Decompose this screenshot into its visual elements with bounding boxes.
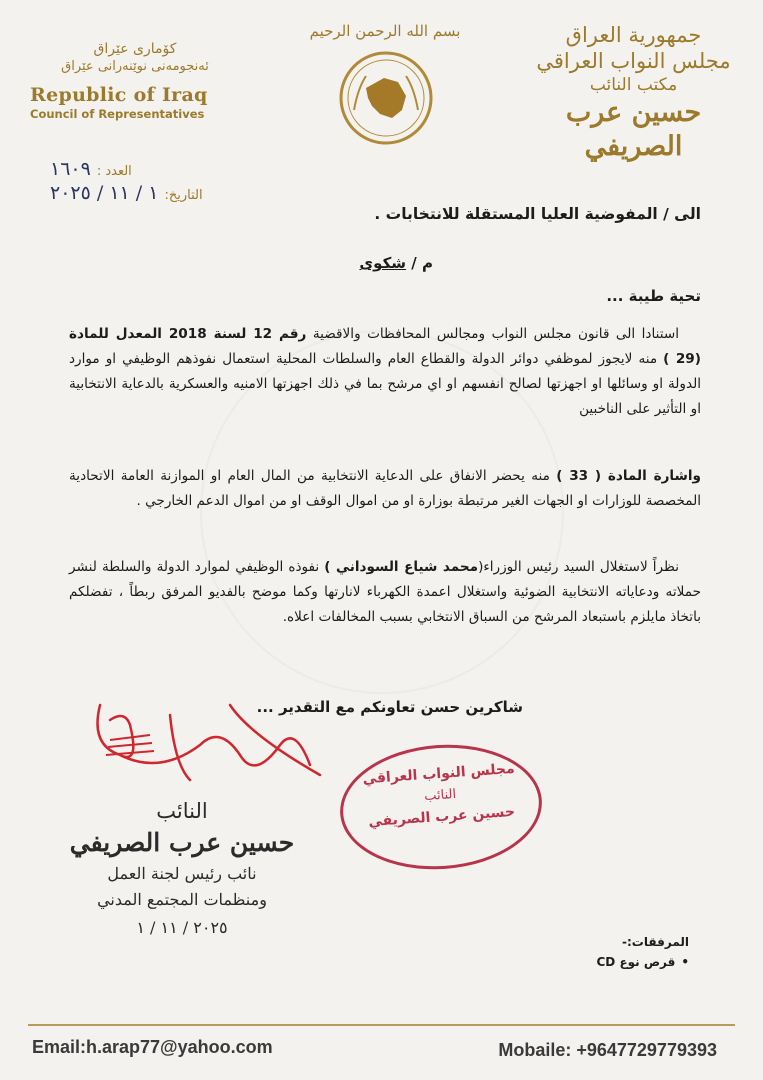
signer-role: ومنظمات المجتمع المدني [97, 890, 267, 909]
date-value: ١ / ١١ / ٢٠٢٥ [50, 182, 159, 204]
subject-prefix: م / [411, 254, 433, 272]
letterhead-line: مجلس النواب العراقي [536, 49, 731, 73]
signature-date: ٢٠٢٥ / ١١ / ١ [136, 918, 228, 937]
greeting: تحية طيبة ... [606, 287, 701, 305]
seal-line: النائب [423, 786, 457, 805]
recipient: الى / المفوضية العليا المستقلة للانتخابات . [374, 205, 701, 223]
paragraph-3 [69, 555, 701, 630]
paragraph-1 [69, 322, 701, 422]
parliament-emblem-icon [336, 48, 436, 148]
council-label: Council of Representatives [30, 107, 205, 121]
letterhead-line: جمهورية العراق [565, 23, 702, 47]
number-label: العدد : [96, 164, 132, 179]
text-run: منه يحضر الانفاق على الدعاية الانتخابية من المال العام او الموازنة العامة الاتحادية المخصصة للوزارات او الجهات الغير مرتبطة بوزارة او من اموال الوقف او من اموال الدعم الخارجي . [69, 468, 701, 509]
text-run-bold: واشارة المادة ( 33 ) [556, 468, 701, 484]
signer-name: حسين عرب الصريفي [69, 828, 295, 857]
attachments-label: المرفقات:- [622, 935, 689, 949]
subject-text: شكوى [359, 254, 407, 272]
signer-title: النائب [156, 799, 208, 823]
letterhead-english [30, 40, 240, 121]
attachments [597, 935, 690, 969]
text-run: استنادا الى قانون مجلس النواب ومجالس المحافظات والاقضية [306, 326, 679, 342]
text-run: نظراً لاستغلال السيد رئيس الوزراء( [478, 559, 679, 575]
seal-line: مجلس النواب العراقي [362, 760, 516, 788]
official-seal [336, 738, 546, 876]
signer-role: نائب رئيس لجنة العمل [107, 864, 257, 883]
kurdish-line: ئەنجومەنی نوێنەرانی عێراق [61, 59, 209, 74]
basmala: بسم الله الرحمن الرحيم [309, 22, 461, 40]
reference-block [50, 158, 230, 206]
seal-line: حسين عرب الصريفي [367, 803, 516, 831]
text-run-bold: محمد شياع السوداني ) [324, 559, 479, 575]
attachment-text: قرص نوع CD [596, 955, 676, 969]
republic-label: Republic of Iraq [30, 84, 208, 106]
footer-email: Email:h.arap77@yahoo.com [32, 1037, 273, 1057]
text-run-bold: رقم 12 لسنة 2018 المعدل للمادة (29 ) [69, 326, 701, 367]
paragraph-2 [69, 464, 701, 514]
handwritten-signature [80, 685, 340, 805]
date-label: التاريخ: [164, 188, 203, 203]
text-run: نفوذه الوظيفي لموارد الدولة والسلطة لنشر حملاته ودعاياته الانتخابية الضوئية واستغلال اعمدة الكهرباء لانارتها وكما موضح بالفديو المرفق ربطاً ، تفضلكم باتخاذ مايلزم باستبعاد المرشح من السباق الانتخابي بسبب المخالفات اعلاه. [69, 559, 701, 625]
signature-block [62, 797, 302, 943]
letterhead-line: مكتب النائب [589, 75, 678, 95]
number-value: ١٦٠٩ [50, 158, 91, 180]
kurdish-line: كۆماری عێراق [93, 41, 177, 57]
subject [359, 254, 433, 272]
letterhead-line: حسين عرب الصريفي [565, 97, 702, 162]
closing: شاكرين حسن تعاونكم مع التقدير ... [256, 698, 523, 716]
letterhead-arabic [526, 22, 741, 164]
footer-phone: Mobaile: +9647729779393 [498, 1040, 717, 1060]
footer-divider [28, 1024, 735, 1026]
attachment-item [597, 955, 690, 969]
bullet-icon: • [681, 955, 689, 969]
text-run: منه لايجوز لموظفي دوائر الدولة والقطاع العام والسلطات المحلية استعمال نفوذهم الوظيفي او موارد الدولة او وسائلها او اجهزتها لصالح انفسهم او اي مرشح بما في ذلك اجهزتها الامنيه والعسكرية بالدعاية الانتخابية او التأثير على الناخبين [69, 351, 701, 417]
